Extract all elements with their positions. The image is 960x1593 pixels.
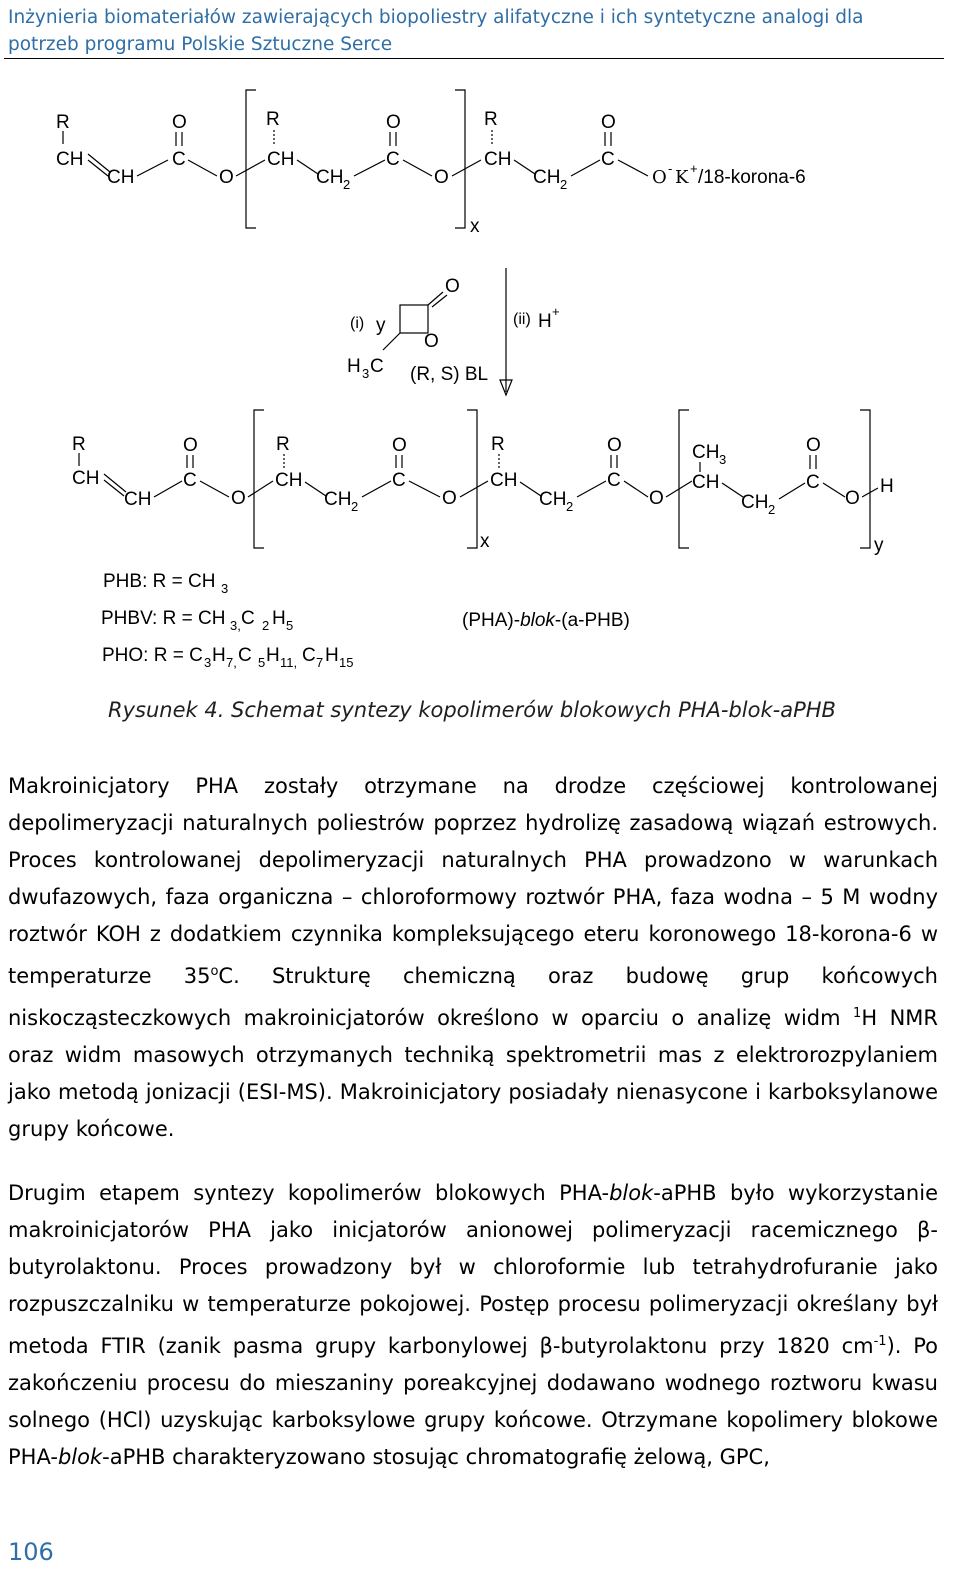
phbv-c-sub: 2	[262, 618, 270, 633]
top-r3: R	[484, 109, 498, 130]
bl-h3c: H	[347, 356, 361, 377]
reaction-scheme	[0, 0, 960, 690]
p2-part4: -aPHB charakteryzowano stosując chromatografię żelową, GPC,	[102, 1445, 770, 1469]
phb-label: PHB: R = CH	[103, 571, 216, 592]
bot-sub2-3: 2	[768, 502, 776, 517]
top-o3: O	[386, 112, 401, 133]
bot-r1: R	[72, 434, 86, 455]
bot-o1: O	[183, 435, 198, 456]
bot-ch4: CH	[490, 470, 518, 491]
step-i: (i)	[350, 315, 365, 332]
pho-p1: H	[212, 645, 226, 666]
bot-ch3-group: CH	[692, 442, 720, 463]
pho-p0: 3	[204, 655, 212, 670]
top-o1: O	[172, 112, 187, 133]
pho-p3: C	[238, 645, 252, 666]
bot-ch2: CH	[124, 489, 152, 510]
top-k: K	[675, 167, 689, 188]
product-label	[462, 610, 630, 631]
top-ch2-2: CH	[533, 167, 561, 188]
pho-p6: 11,	[280, 655, 298, 670]
top-plus: +	[690, 161, 698, 176]
bot-ch5: CH	[692, 472, 720, 493]
top-ch4: CH	[484, 149, 512, 170]
pho-label: PHO: R = C	[102, 645, 203, 666]
bot-c2: C	[392, 470, 406, 491]
p2-sup: -1	[873, 1334, 887, 1349]
top-o5: O	[601, 112, 616, 133]
bot-h: H	[880, 476, 894, 497]
figure-caption: Rysunek 4. Schemat syntezy kopolimerów blokowych PHA-blok-aPHB	[108, 698, 836, 722]
product-part2: -(a-PHB)	[554, 610, 630, 631]
bot-o8: O	[845, 488, 860, 509]
p2-blok2: blok	[57, 1445, 103, 1469]
phb-sub: 3	[221, 581, 229, 596]
bot-y: y	[874, 535, 884, 556]
p1-degree: o	[210, 964, 219, 979]
running-header: Inżynieria biomateriałów zawierających biopoliestry alifatyczne i ich syntetyczne analogi dla potrzeb programu Polskie Sztuczne Serce	[8, 7, 864, 55]
p1-part1: Makroinicjatory PHA zostały otrzymane na drodze częściowej kontrolowanej depolimeryzacji naturalnych poliestrów poprzez hydrolizę zasadową wiązań estrowych. Proces kontrolowanej depolimeryzacji naturalnych PHA prowadzono w warunkach dwufazowych, faza organiczna – chloroformowy roztwór PHA, faza wodna – 5 M wodny roztwór KOH z dodatkiem czynnika kompleksującego eteru koronowego 18-korona-6 w temperaturze 35	[8, 774, 938, 988]
bl-h3c-sub: 3	[362, 366, 370, 381]
bot-r2: R	[276, 434, 290, 455]
bot-ch3: CH	[275, 470, 303, 491]
top-counterion: /18-korona-6	[698, 167, 806, 188]
bot-ch2-3: CH	[741, 492, 769, 513]
bot-ch2-2: CH	[539, 489, 567, 510]
p2-part1: Drugim etapem syntezy kopolimerów blokowych PHA-	[8, 1181, 610, 1205]
p2-blok: blok	[609, 1181, 654, 1205]
bot-c4: C	[806, 472, 820, 493]
bot-r3: R	[491, 434, 505, 455]
paragraph-1	[8, 768, 938, 1148]
top-x: x	[470, 216, 480, 237]
top-c1: C	[172, 149, 186, 170]
bot-o5: O	[607, 435, 622, 456]
top-ch2: CH	[107, 167, 135, 188]
step-ii-h: H	[538, 311, 552, 332]
top-o4: O	[434, 167, 449, 188]
bot-c1: C	[183, 470, 197, 491]
p1-part3: H NMR oraz widm masowych otrzymanych techniką spektrometrii mas z elektrorozpylaniem jako metodą jonizacji (ESI-MS). Makroinicjatory posiadały nienasycone i karboksylanowe grupy końcowe.	[8, 1006, 938, 1141]
p1-part2: C. Strukturę chemiczną oraz budowę grup końcowych niskocząsteczkowych makroinicjatorów określono w oparciu o analizę widm	[8, 964, 938, 1030]
top-sub2-1: 2	[343, 177, 351, 192]
top-o2: O	[219, 167, 234, 188]
p2-part3: ). Po zakończeniu procesu do mieszaniny poreakcyjnej dodawano wodnego roztworu kwasu solnego (HCl) uzyskując karboksylowe grupy końcowe. Otrzymane kopolimery blokowe PHA-	[8, 1334, 938, 1469]
step-ii-plus: +	[552, 304, 560, 319]
pho-p9: H	[325, 645, 339, 666]
bot-o6: O	[649, 488, 664, 509]
top-minus: -	[668, 161, 673, 176]
bot-sub2-2: 2	[566, 499, 574, 514]
bl-o-carbonyl: O	[445, 276, 460, 297]
top-ch1: CH	[56, 149, 84, 170]
product-blok: blok	[520, 610, 555, 631]
pho-p10: 15	[339, 655, 354, 670]
bl-o-ring: O	[424, 331, 439, 352]
pho-p8: 7	[316, 655, 324, 670]
top-r1: R	[56, 112, 70, 133]
phbv-c: C	[241, 608, 255, 629]
bot-o7: O	[806, 435, 821, 456]
p1-sup: 1	[853, 1006, 862, 1021]
page-number: 106	[8, 1538, 54, 1566]
phbv-h: H	[272, 608, 286, 629]
pho-p5: H	[266, 645, 280, 666]
bot-ch1: CH	[72, 468, 100, 489]
bot-x: x	[480, 531, 490, 552]
pho-p4: 5	[258, 655, 266, 670]
p2-part2: -aPHB było wykorzystanie makroinicjatorów PHA jako inicjatorów anionowej polimeryzacji racemicznego β-butyrolaktonu. Proces prowadzony był w chloroformie lub tetrahydrofuranie jako rozpuszczalniku w temperaturze pokojowej. Postęp procesu polimeryzacji określany był metoda FTIR (zanik pasma grupy karbonylowej β-butyrolaktonu przy 1820 cm	[8, 1181, 938, 1358]
top-ch2-1: CH	[316, 167, 344, 188]
pho-p7: C	[302, 645, 316, 666]
phbv-h-sub: 5	[286, 618, 294, 633]
bot-o2: O	[231, 488, 246, 509]
bot-sub2-1: 2	[351, 499, 359, 514]
bot-o3: O	[392, 435, 407, 456]
top-sub2-2: 2	[560, 177, 568, 192]
pho-p2: 7,	[226, 655, 237, 670]
bl-h3c-c: C	[370, 356, 384, 377]
bot-ch3-sub: 3	[719, 452, 727, 467]
phbv-sub: 3,	[230, 618, 241, 633]
top-c2: C	[386, 149, 400, 170]
phbv-label: PHBV: R = CH	[101, 608, 226, 629]
step-i-y: y	[376, 315, 386, 336]
bl-rs: (R, S) BL	[410, 364, 489, 385]
top-c3: C	[601, 149, 615, 170]
product-part1: (PHA)-	[462, 610, 521, 631]
top-o-minus: O	[652, 167, 667, 188]
step-ii: (ii)	[513, 311, 531, 328]
bot-c3: C	[607, 470, 621, 491]
bot-ch2-1: CH	[324, 489, 352, 510]
paragraph-2	[8, 1175, 938, 1476]
bot-o4: O	[442, 488, 457, 509]
top-ch3: CH	[267, 149, 295, 170]
top-r2: R	[266, 109, 280, 130]
